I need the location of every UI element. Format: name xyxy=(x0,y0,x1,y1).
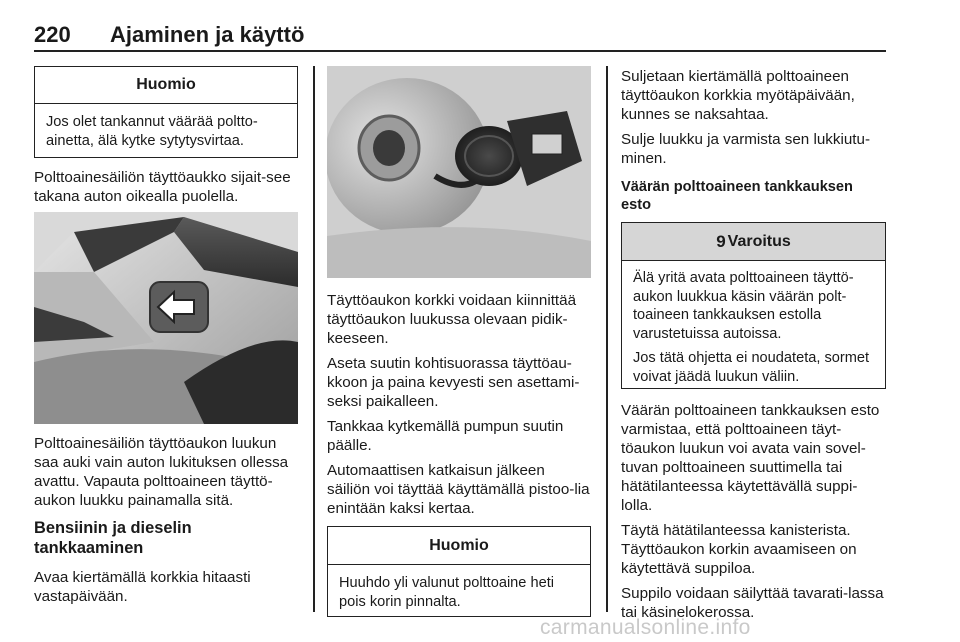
warning-text: Älä yritä avata polttoaineen täyttö-aukon luukkua käsin väärän polt-toaineen tankkauksen estolla varustetuissa autoissa. xyxy=(633,270,854,342)
paragraph: Polttoainesäiliön täyttöaukko sijait-see takana auton oikealla puolella. xyxy=(34,169,291,205)
paragraph: Täytä hätätilanteessa kanisterista. Täyttöaukon korkin avaamiseen on käytettävä suppiloa. xyxy=(621,522,857,577)
car-fuel-flap-illustration xyxy=(34,212,298,424)
column-divider xyxy=(606,66,608,612)
note-box-text: Huuhdo yli valunut polttoaine heti pois korin pinnalta. xyxy=(339,575,555,610)
filler-cap-illustration xyxy=(327,66,591,278)
column-middle xyxy=(327,291,591,617)
column-right xyxy=(621,67,886,628)
column-left-lower xyxy=(34,434,298,612)
page-header xyxy=(34,22,886,52)
note-box xyxy=(34,66,298,158)
chapter-title: Ajaminen ja käyttö xyxy=(110,22,305,47)
paragraph: Sulje luukku ja varmista sen lukkiutu-minen. xyxy=(621,131,871,167)
section-heading: Väärän polttoaineen tankkauksen esto xyxy=(621,179,853,213)
warning-box-body xyxy=(622,261,885,398)
warning-box xyxy=(621,222,886,389)
paragraph: Polttoainesäiliön täyttöaukon luukun saa auki vain auton lukituksen ollessa avattu. Vapauta polttoaineen täyttö-aukon luukku painamalla sitä. xyxy=(34,435,289,509)
note-box-title: Huomio xyxy=(328,527,590,565)
note-box-title: Huomio xyxy=(35,67,297,104)
paragraph: Täyttöaukon korkki voidaan kiinnittää täyttöaukon luukussa olevaan pidik-keeseen. xyxy=(327,292,577,347)
filler-cap-photo xyxy=(327,66,591,278)
car-fuel-flap-photo xyxy=(34,212,298,424)
paragraph: Avaa kiertämällä korkkia hitaasti vastapäivään. xyxy=(34,569,251,605)
warning-text: Jos tätä ohjetta ei noudateta, sormet voivat jäädä luukun väliin. xyxy=(633,350,870,385)
watermark: carmanualsonline.info xyxy=(540,616,751,639)
paragraph: Väärän polttoaineen tankkauksen esto varmistaa, että polttoaineen täyt-töaukon luukun voi avata vain sovel-tuvan polttoaineen suuttimella tai hätätilanteessa käytettävällä suppi-lolla. xyxy=(621,402,880,514)
paragraph: Automaattisen katkaisun jälkeen säiliön voi täyttää käyttämällä pistoo-lia enintään kaksi kertaa. xyxy=(327,462,590,517)
warning-icon: 9 xyxy=(716,231,726,251)
page-number: 220 xyxy=(34,22,71,47)
note-box-body xyxy=(328,565,590,623)
paragraph: Aseta suutin kohtisuorassa täyttöau-kkoon ja paina kevyesti sen asettami-seksi paikalleen. xyxy=(327,355,580,410)
column-left xyxy=(34,66,298,212)
warning-box-header xyxy=(622,223,885,261)
paragraph: Suppilo voidaan säilyttää tavarati-lassa tai käsinelokerossa. xyxy=(621,585,884,621)
section-heading: Bensiinin ja dieselin tankkaaminen xyxy=(34,519,192,557)
warning-box-title: Varoitus xyxy=(727,232,791,250)
paragraph: Suljetaan kiertämällä polttoaineen täyttöaukon korkkia myötäpäivään, kunnes se naksahtaa. xyxy=(621,68,855,123)
column-divider xyxy=(313,66,315,612)
paragraph: Tankkaa kytkemällä pumpun suutin päälle. xyxy=(327,418,564,454)
note-box xyxy=(327,526,591,617)
header-rule xyxy=(34,50,886,52)
note-box-body xyxy=(35,104,297,162)
note-box-text: Jos olet tankannut väärää poltto-ainetta, älä kytke sytytysvirtaa. xyxy=(46,114,258,149)
